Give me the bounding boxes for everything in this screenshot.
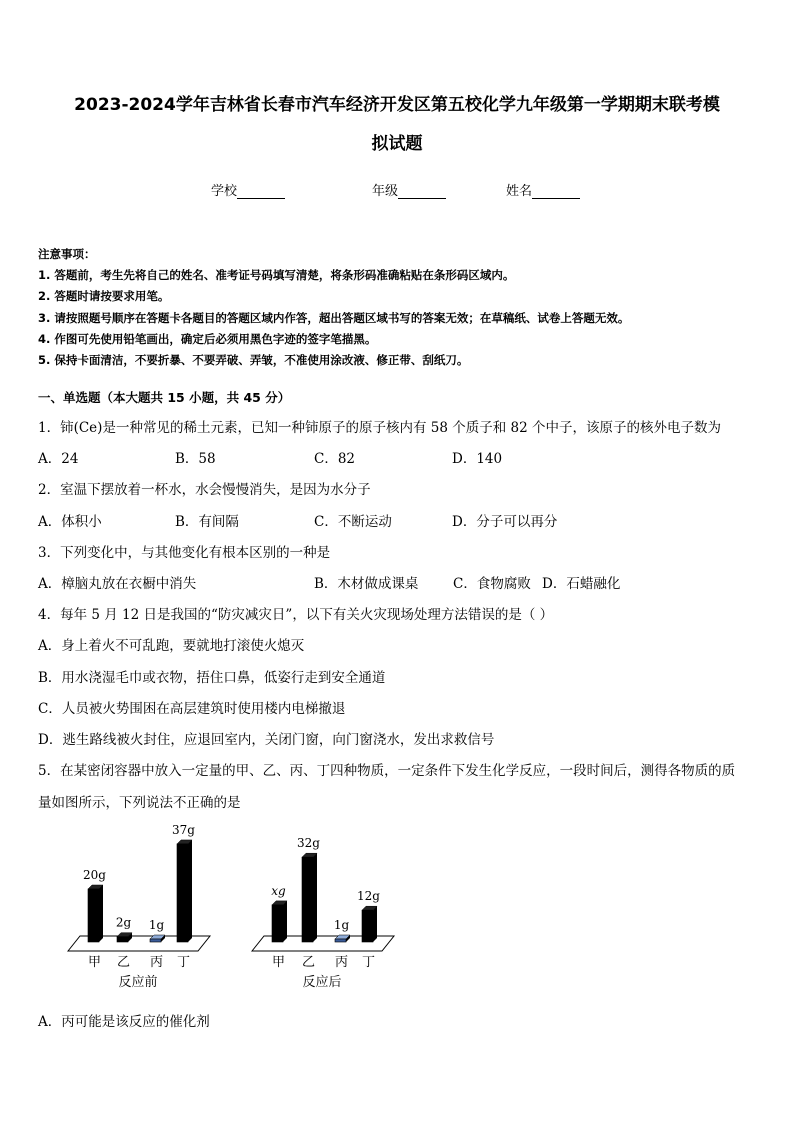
bar-side (283, 901, 287, 942)
notes-heading: 注意事项： (38, 247, 96, 261)
category-label: 丁 (176, 955, 191, 970)
question-stem-continued: 量如图所示，下列说法不正确的是 (38, 795, 241, 811)
option: D．140 (452, 451, 503, 467)
option: A．24 (38, 451, 79, 467)
bar (362, 910, 373, 942)
bar (88, 889, 99, 942)
bar (150, 939, 161, 942)
option: D．分子可以再分 (452, 514, 558, 530)
note-item: 5. 保持卡面清洁，不要折暴、不要弄破、弄皱，不准使用涂改液、修正带、刮纸刀。 (38, 353, 469, 368)
notes (38, 244, 629, 371)
option: A．丙可能是该反应的催化剂 (38, 1014, 210, 1030)
question-stem: 5．在某密闭容器中放入一定量的甲、乙、丙、丁四种物质，一定条件下发生化学反应，一段时间后，测得各物质的质 (38, 763, 736, 779)
option: D．石蜡融化 (542, 576, 621, 592)
category-label: 乙 (301, 955, 316, 970)
question-stem: 1．铈(Ce)是一种常见的稀土元素，已知一种铈原子的原子核内有 58 个质子和 82 个中子，该原子的核外电子数为 (38, 420, 721, 436)
bar-value-label: 32g (297, 836, 320, 851)
bar-side (99, 885, 103, 942)
bar-value-label: xg (271, 883, 286, 898)
option: B．58 (175, 451, 216, 467)
bar (272, 905, 283, 942)
question-stem: 4．每年 5 月 12 日是我国的“防灾减灾日”，以下有关火灾现场处理方法错误的是（ ） (38, 607, 554, 623)
bar-side (373, 906, 377, 942)
option: A．体积小 (38, 514, 102, 530)
page-title-continued: 拟试题 (371, 134, 423, 154)
category-label: 乙 (116, 955, 131, 970)
bar (335, 939, 346, 942)
grade-field: 年级 (372, 180, 446, 199)
category-label: 丙 (149, 955, 164, 970)
chart-caption: 反应后 (302, 975, 342, 990)
page-title: 2023-2024学年吉林省长春市汽车经济开发区第五校化学九年级第一学期期末联考模 (74, 95, 720, 115)
bar-value-label: 1g (148, 918, 165, 932)
category-label: 甲 (271, 955, 286, 970)
bar (302, 857, 313, 942)
option: B．有间隔 (175, 514, 239, 530)
option: A．身上着火不可乱跑，要就地打滚使火熄灭 (38, 638, 305, 654)
option: C．食物腐败 (453, 576, 531, 592)
note-item: 4. 作图可先使用铅笔画出，确定后必须用黑色字迹的签字笔描黑。 (38, 331, 377, 346)
mass-bar-charts (0, 820, 794, 1000)
chart-caption: 反应前 (118, 975, 158, 990)
bar-value-label: 1g (333, 918, 350, 932)
question-stem: 2．室温下摆放着一杯水，水会慢慢消失，是因为水分子 (38, 482, 371, 498)
bar-side (188, 840, 192, 942)
bar-side (313, 853, 317, 942)
bar-value-label: 20g (83, 868, 106, 882)
option: A．樟脑丸放在衣橱中消失 (38, 576, 197, 592)
bar-value-label: 2g (115, 915, 132, 930)
bar (177, 844, 188, 942)
option: B．用水浇湿毛巾或衣物，捂住口鼻，低姿行走到安全通道 (38, 670, 386, 686)
note-item: 1. 答题前，考生先将自己的姓名、准考证号码填写清楚，将条形码准确粘贴在条形码区域内。 (38, 268, 515, 283)
option: C．人员被火势围困在高层建筑时使用楼内电梯撤退 (38, 701, 346, 717)
name-field: 姓名 (506, 180, 580, 199)
school-field: 学校 (211, 180, 285, 199)
note-item: 3. 请按照题号顺序在答题卡各题目的答题区域内作答，超出答题区域书写的答案无效；在草稿纸、试卷上答题无效。 (38, 310, 630, 325)
option: B．木材做成课桌 (314, 576, 419, 592)
note-item: 2. 答题时请按要求用笔。 (38, 289, 170, 304)
category-label: 丙 (334, 955, 349, 970)
option: C．82 (314, 451, 356, 467)
section-heading: 一、单选题（本大题共 15 小题，共 45 分） (38, 390, 291, 405)
question-stem: 3．下列变化中，与其他变化有根本区别的一种是 (38, 545, 331, 561)
option: D．逃生路线被火封住，应退回室内，关闭门窗，向门窗浇水，发出求救信号 (38, 732, 495, 748)
category-label: 甲 (87, 955, 102, 970)
category-label: 丁 (361, 955, 376, 970)
bar-value-label: 12g (357, 889, 380, 904)
option: C．不断运动 (314, 514, 392, 530)
bar (117, 937, 128, 942)
bar-value-label: 37g (172, 822, 195, 837)
